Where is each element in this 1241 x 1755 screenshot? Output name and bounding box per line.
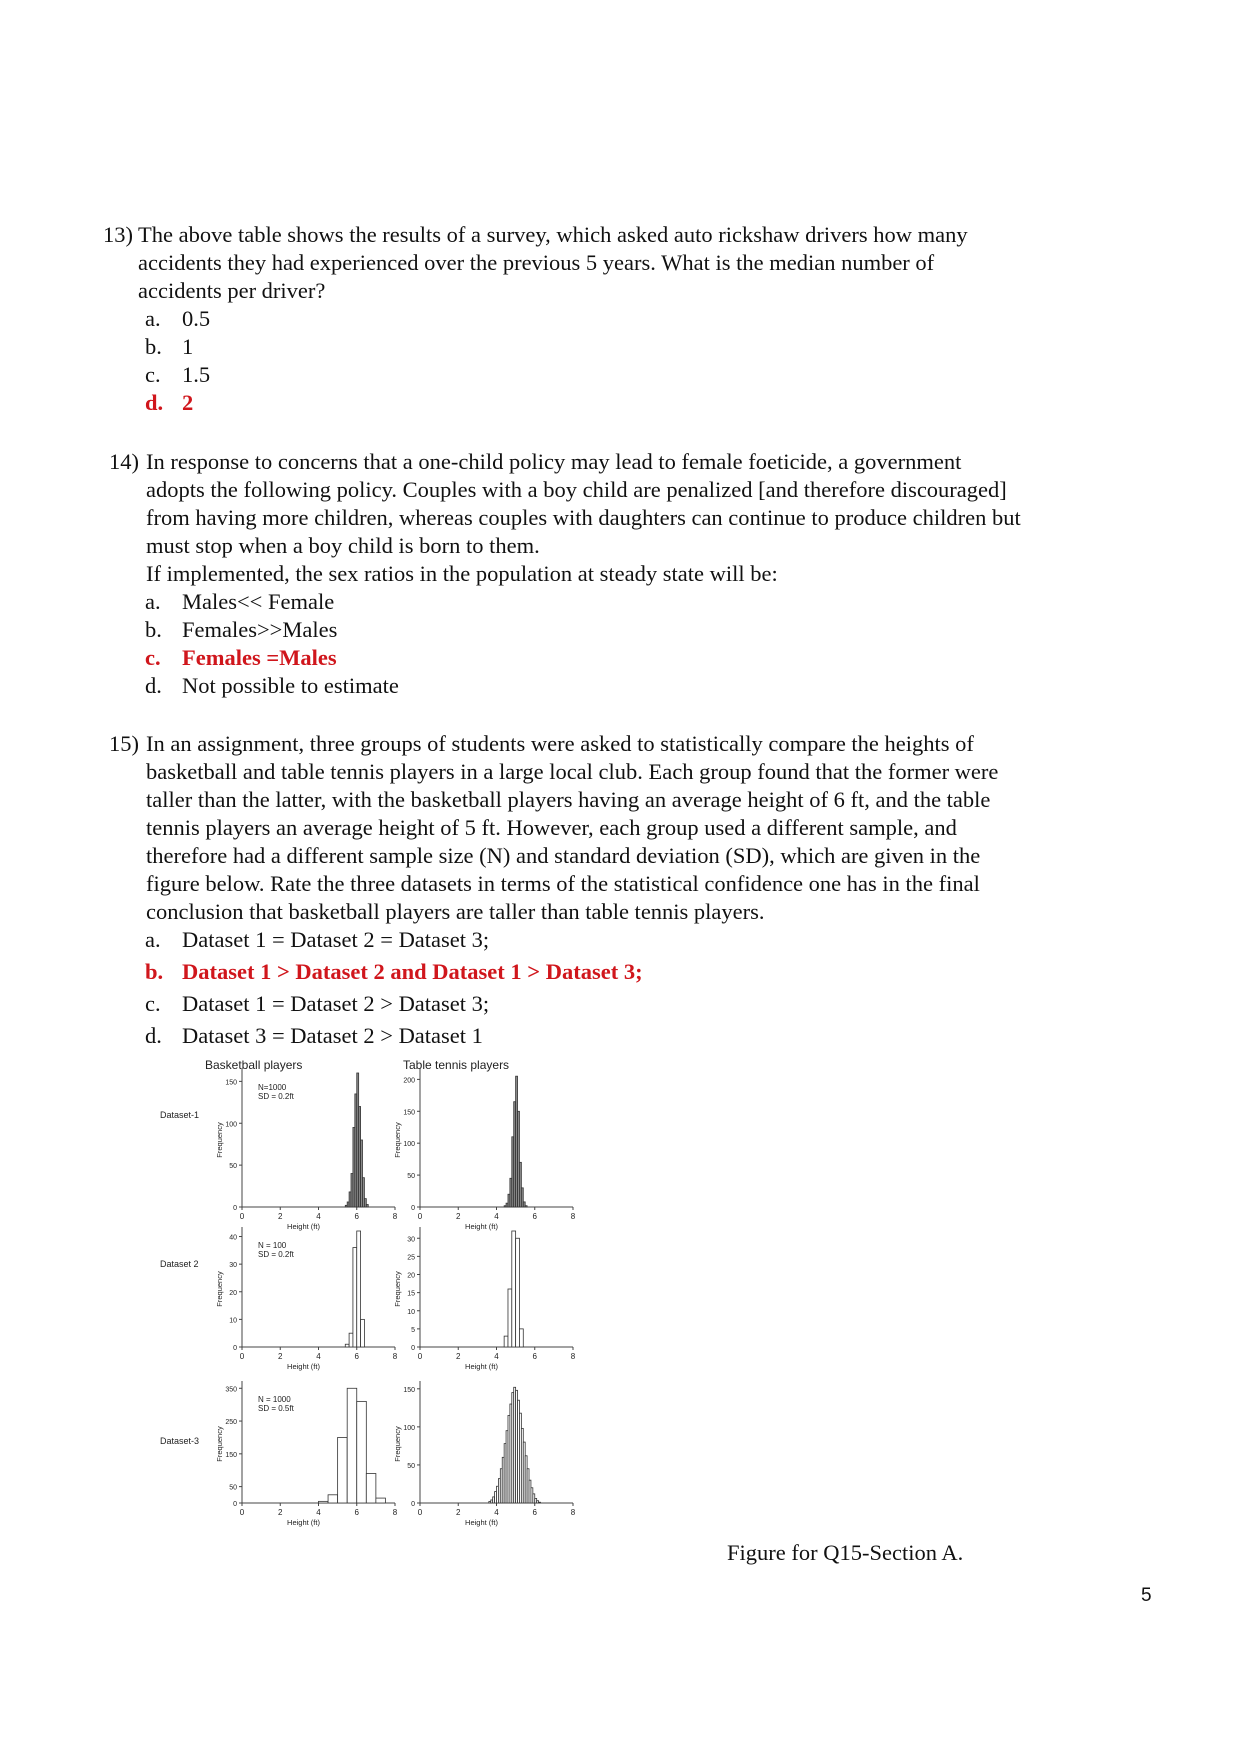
y-tick-label: 150 xyxy=(225,1079,237,1087)
y-tick-label: 20 xyxy=(229,1289,237,1297)
y-tick-label: 250 xyxy=(225,1419,237,1427)
histogram-bar xyxy=(349,1333,353,1347)
column-title: Basketball players xyxy=(205,1058,303,1072)
y-tick-label: 0 xyxy=(233,1205,237,1212)
x-axis-label: Height (ft) xyxy=(287,1362,320,1371)
question-line: accidents per driver? xyxy=(138,278,326,303)
x-tick-label: 6 xyxy=(354,1212,359,1221)
y-axis-label: Frequency xyxy=(393,1122,402,1158)
x-axis-label: Height (ft) xyxy=(287,1518,320,1527)
option-15b-correct: b. Dataset 1 > Dataset 2 and Dataset 1 > Dataset 3; xyxy=(145,959,643,984)
option-13c: c. 1.5 xyxy=(145,362,211,387)
sd-label: SD = 0.2ft xyxy=(258,1092,294,1101)
x-axis-label: Height (ft) xyxy=(465,1362,498,1371)
y-tick-label: 40 xyxy=(229,1234,237,1242)
option-14b: b. Females>>Males xyxy=(145,617,338,642)
histogram-bar xyxy=(516,1238,520,1347)
histogram-bar xyxy=(504,1336,508,1347)
page-number: 5 xyxy=(1141,1585,1152,1606)
y-tick-label: 150 xyxy=(403,1109,415,1117)
question-line: In response to concerns that a one-child policy may lead to female foeticide, a government xyxy=(146,449,962,474)
y-tick-label: 100 xyxy=(225,1121,237,1129)
question-number: 14) xyxy=(109,449,139,474)
option-13b: b. 1 xyxy=(145,334,194,359)
x-tick-label: 6 xyxy=(532,1508,537,1517)
histogram-bar xyxy=(338,1437,348,1503)
x-tick-label: 2 xyxy=(278,1352,283,1361)
x-axis-label: Height (ft) xyxy=(465,1518,498,1527)
question-line: tennis players an average height of 5 ft. However, each group used a different sample, and xyxy=(146,815,957,840)
x-axis-label: Height (ft) xyxy=(287,1222,320,1231)
option-14d: d. Not possible to estimate xyxy=(145,673,399,698)
y-tick-label: 50 xyxy=(407,1173,415,1181)
row-label: Dataset-3 xyxy=(160,1436,200,1446)
y-tick-label: 0 xyxy=(411,1205,415,1212)
y-tick-label: 0 xyxy=(233,1501,237,1508)
x-tick-label: 4 xyxy=(494,1212,499,1221)
histogram-bar xyxy=(508,1289,512,1347)
question-number: 13) xyxy=(103,222,133,247)
question-text xyxy=(146,730,998,926)
question-line: basketball and table tennis players in a large local club. Each group found that the former were xyxy=(146,759,999,784)
sample-size-label: N=1000 xyxy=(258,1083,287,1092)
sample-size-label: N = 100 xyxy=(258,1241,287,1250)
histogram-bar xyxy=(347,1388,357,1503)
histogram-bar xyxy=(319,1501,329,1503)
x-tick-label: 0 xyxy=(239,1352,245,1361)
y-tick-label: 0 xyxy=(233,1345,237,1352)
option-14c-correct: c. Females =Males xyxy=(145,645,337,670)
row-label: Dataset 2 xyxy=(160,1259,199,1269)
question-line: accidents they had experienced over the previous 5 years. What is the median number of xyxy=(138,250,935,275)
column-title: Table tennis players xyxy=(403,1058,510,1072)
y-tick-label: 350 xyxy=(225,1386,237,1394)
histogram-bar xyxy=(539,1502,541,1503)
y-axis-label: Frequency xyxy=(393,1426,402,1462)
question-line: figure below. Rate the three datasets in terms of the statistical confidence one has in the final xyxy=(146,871,980,896)
x-tick-label: 2 xyxy=(278,1508,283,1517)
option-14a: a. Males<< Female xyxy=(145,589,335,614)
histogram-bar xyxy=(357,1231,361,1347)
y-tick-label: 0 xyxy=(411,1345,415,1352)
x-tick-label: 8 xyxy=(392,1352,398,1361)
y-tick-label: 30 xyxy=(229,1262,237,1270)
x-tick-label: 6 xyxy=(532,1212,537,1221)
x-tick-label: 8 xyxy=(392,1212,398,1221)
question-line: In an assignment, three groups of students were asked to statistically compare the heights of xyxy=(146,731,974,756)
y-tick-label: 100 xyxy=(403,1424,415,1432)
x-tick-label: 0 xyxy=(417,1508,423,1517)
y-axis-label: Frequency xyxy=(393,1271,402,1307)
question-line: If implemented, the sex ratios in the population at steady state will be: xyxy=(146,561,778,586)
x-tick-label: 4 xyxy=(494,1508,499,1517)
histogram-bar xyxy=(376,1498,386,1503)
y-tick-label: 20 xyxy=(407,1272,415,1280)
sample-size-label: N = 1000 xyxy=(258,1395,291,1404)
question-line: The above table shows the results of a survey, which asked auto rickshaw drivers how many xyxy=(138,222,968,247)
option-13a: a. 0.5 xyxy=(145,306,211,331)
histogram-bar xyxy=(366,1204,368,1207)
question-line: from having more children, whereas couples with daughters can continue to produce children but xyxy=(146,505,1021,530)
x-tick-label: 4 xyxy=(316,1212,321,1221)
x-tick-label: 0 xyxy=(239,1508,245,1517)
x-tick-label: 2 xyxy=(456,1508,461,1517)
question-text xyxy=(146,448,1021,588)
histogram-bar xyxy=(519,1329,523,1347)
figure-caption: Figure for Q15-Section A. xyxy=(727,1540,964,1565)
y-tick-label: 10 xyxy=(407,1308,415,1316)
x-tick-label: 0 xyxy=(239,1212,245,1221)
y-tick-label: 15 xyxy=(407,1290,415,1298)
histogram-bar xyxy=(366,1474,376,1504)
x-tick-label: 6 xyxy=(354,1508,359,1517)
x-tick-label: 4 xyxy=(316,1352,321,1361)
question-number: 15) xyxy=(109,731,139,756)
y-axis-label: Frequency xyxy=(215,1271,224,1307)
histogram-bar xyxy=(357,1401,367,1503)
y-tick-label: 50 xyxy=(407,1462,415,1470)
question-line: adopts the following policy. Couples with a boy child are penalized [and therefore discouraged] xyxy=(146,477,1007,502)
sd-label: SD = 0.5ft xyxy=(258,1404,294,1413)
x-tick-label: 6 xyxy=(354,1352,359,1361)
histogram-bar xyxy=(353,1248,357,1347)
x-tick-label: 8 xyxy=(392,1508,398,1517)
row-label: Dataset-1 xyxy=(160,1110,200,1120)
x-tick-label: 4 xyxy=(494,1352,499,1361)
y-tick-label: 50 xyxy=(229,1484,237,1492)
x-axis-label: Height (ft) xyxy=(465,1222,498,1231)
histogram-bar xyxy=(512,1231,516,1347)
y-tick-label: 5 xyxy=(411,1326,415,1334)
question-line: taller than the latter, with the basketball players having an average height of 6 ft, and the table xyxy=(146,787,991,812)
option-15c: c. Dataset 1 = Dataset 2 > Dataset 3; xyxy=(145,991,490,1016)
y-tick-label: 100 xyxy=(403,1141,415,1149)
question-text xyxy=(138,221,968,305)
sd-label: SD = 0.2ft xyxy=(258,1250,294,1259)
y-tick-label: 150 xyxy=(403,1386,415,1394)
y-tick-label: 200 xyxy=(403,1077,415,1085)
x-tick-label: 2 xyxy=(456,1352,461,1361)
histogram-grid xyxy=(155,1055,575,1545)
y-tick-label: 150 xyxy=(225,1451,237,1459)
question-line: conclusion that basketball players are taller than table tennis players. xyxy=(146,899,765,924)
question-line: therefore had a different sample size (N) and standard deviation (SD), which are given in the xyxy=(146,843,981,868)
question-line: must stop when a boy child is born to them. xyxy=(146,533,540,558)
x-tick-label: 0 xyxy=(417,1352,423,1361)
histogram-bar xyxy=(328,1495,338,1503)
y-axis-label: Frequency xyxy=(215,1426,224,1462)
option-15d: d. Dataset 3 = Dataset 2 > Dataset 1 xyxy=(145,1023,483,1048)
x-tick-label: 8 xyxy=(570,1508,575,1517)
x-tick-label: 8 xyxy=(570,1212,575,1221)
y-tick-label: 30 xyxy=(407,1236,415,1244)
x-tick-label: 0 xyxy=(417,1212,423,1221)
y-axis-label: Frequency xyxy=(215,1122,224,1158)
option-15a: a. Dataset 1 = Dataset 2 = Dataset 3; xyxy=(145,927,490,952)
y-tick-label: 50 xyxy=(229,1163,237,1171)
y-tick-label: 10 xyxy=(229,1317,237,1325)
histogram-bar xyxy=(525,1206,527,1207)
y-tick-label: 0 xyxy=(411,1501,415,1508)
histogram-bar xyxy=(361,1319,365,1347)
x-tick-label: 2 xyxy=(456,1212,461,1221)
x-tick-label: 2 xyxy=(278,1212,283,1221)
x-tick-label: 6 xyxy=(532,1352,537,1361)
histogram-figure xyxy=(155,1055,575,1550)
histogram-bar xyxy=(345,1344,349,1347)
y-tick-label: 25 xyxy=(407,1254,415,1262)
option-13d-correct: d. 2 xyxy=(145,390,194,415)
x-tick-label: 4 xyxy=(316,1508,321,1517)
x-tick-label: 8 xyxy=(570,1352,575,1361)
